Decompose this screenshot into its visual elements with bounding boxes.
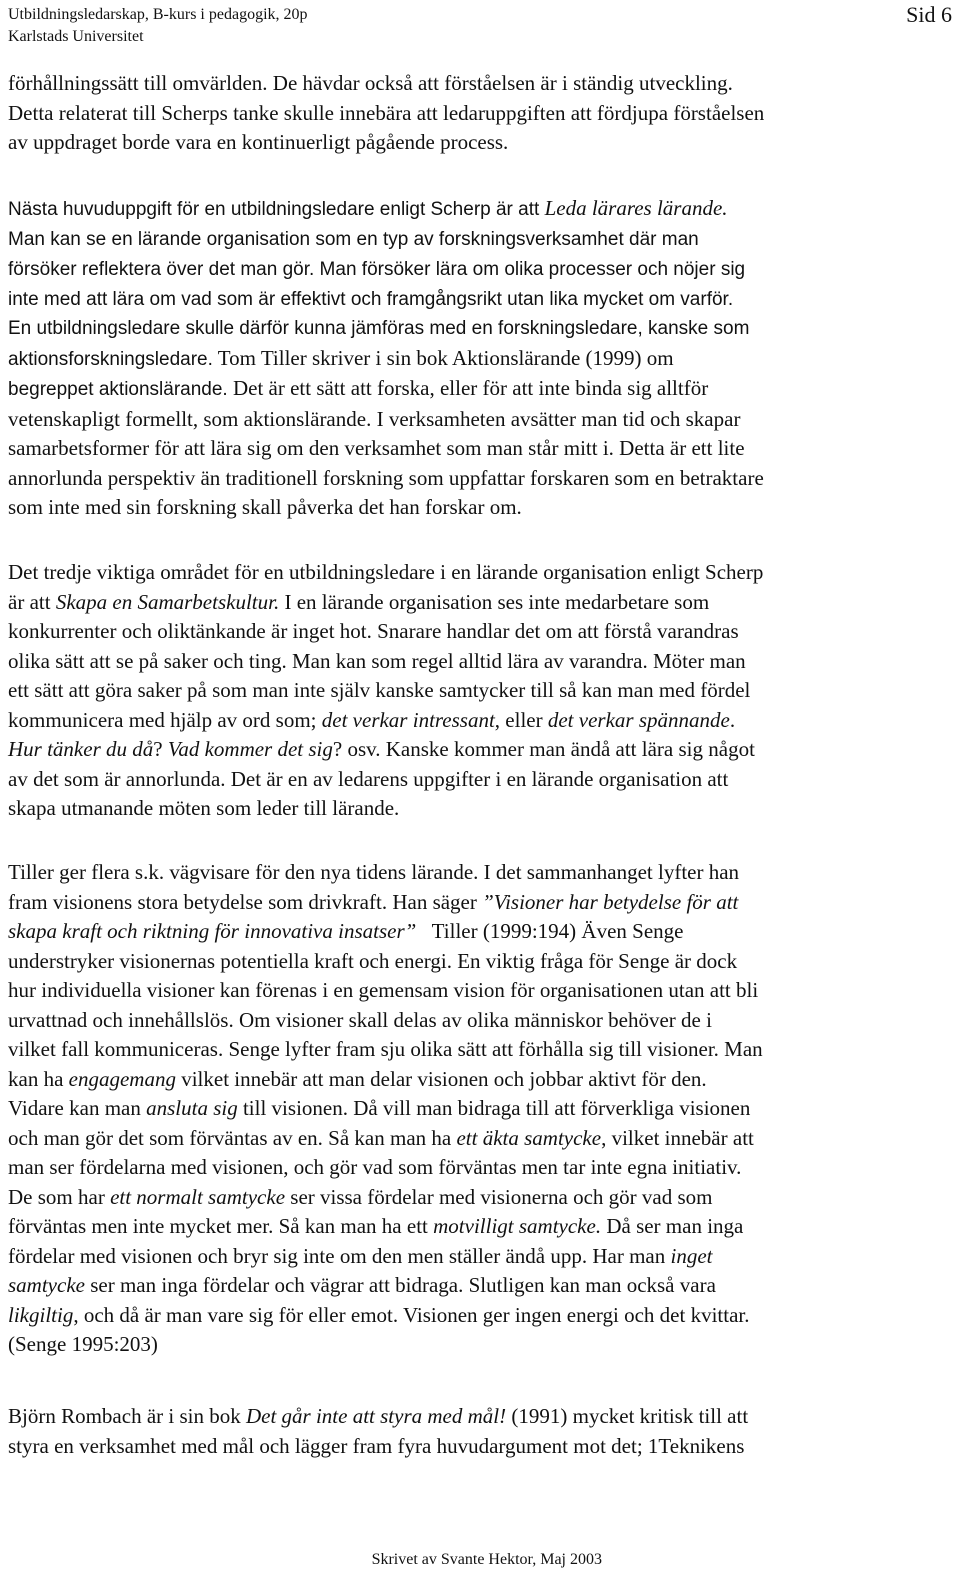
emphasis: Leda lärares lärande. (544, 196, 728, 220)
emphasis: Det går inte att styra med mål! (245, 1404, 507, 1428)
text-line: Vidare kan man ansluta sig till visionen. Då vill man bidraga till att förverkliga visionen (8, 1096, 751, 1120)
text-line: som inte med sin forskning skall påverka det han forskar om. (8, 495, 522, 519)
text-line: annorlunda perspektiv än traditionell forskning som uppfattar forskaren som en betraktare (8, 465, 764, 490)
emphasis: motvilligt samtycke. (433, 1214, 602, 1238)
text-line: En utbildningsledare skulle därför kunna jämföras med en forskningsledare, kanske som (8, 318, 750, 339)
text-line: Detta relaterat till Scherps tanke skulle innebära att ledaruppgiften att fördjupa förståelsen (8, 100, 765, 125)
text-line: förväntas men inte mycket mer. Så kan man ha ett motvilligt samtycke. Då ser man inga (8, 1214, 744, 1238)
emphasis: det verkar spännande (547, 707, 730, 732)
paragraph-4 (8, 858, 953, 1360)
text-line: Björn Rombach är i sin bok Det går inte att styra med mål! (1991) mycket kritisk till att (8, 1404, 749, 1428)
emphasis: ansluta sig (146, 1096, 238, 1120)
emphasis: Hur tänker du då (8, 737, 154, 761)
emphasis: Vad kommer det sig (167, 737, 333, 761)
text-line: och man gör det som förväntas av en. Så kan man ha ett äkta samtycke, vilket innebär att (8, 1125, 754, 1150)
text-line: fram visionens stora betydelse som drivkraft. Han säger ”Visioner har betydelse för att (8, 889, 739, 914)
paragraph-3 (8, 558, 953, 824)
text-line: hur individuella visioner kan förenas i en gemensam vision för organisationen utan att bli (8, 978, 759, 1002)
text-line: man ser fördelarna med visionen, och gör vad som förväntas men tar inte egna initiativ. (8, 1155, 742, 1179)
text-line: Tiller ger flera s.k. vägvisare för den nya tidens lärande. I det sammanhanget lyfter han (8, 860, 740, 884)
text-line: begreppet aktionslärande. Det är ett sätt att forska, eller för att inte binda sig alltför (8, 376, 709, 400)
emphasis: engagemang (68, 1066, 176, 1091)
text-line: aktionsforskningsledare. Tom Tiller skriver i sin bok Aktionslärande (1999) om (8, 345, 674, 370)
text-line: samtycke ser man inga fördelar och vägrar att bidraga. Slutligen kan man också vara (8, 1273, 716, 1297)
text-line: fördelar med visionen och bryr sig inte om den men ställer ändå upp. Har man inget (8, 1243, 713, 1268)
text-line: ett sätt att göra saker på som man inte själv kanske samtycker till så kan man med fördel (8, 678, 751, 702)
paragraph-5 (8, 1402, 953, 1461)
text-line: förhållningssätt till omvärlden. De hävdar också att förståelsen är i ständig utveckling. (8, 71, 733, 95)
text-line: kan ha engagemang vilket innebär att man delar visionen och jobbar aktivt för den. (8, 1066, 707, 1091)
text-line: inte med att lära om vad som är effektivt och framgångsrikt utan lika mycket om varför. (8, 288, 734, 310)
text-line: olika sätt att se på saker och ting. Man kan som regel alltid lära av varandra. Möter man (8, 648, 746, 673)
text-line: kommunicera med hjälp av ord som; det verkar intressant, eller det verkar spännande. (8, 707, 736, 732)
text-line: Man kan se en lärande organisation som en typ av forskningsverksamhet där man (8, 228, 699, 250)
text-line: vilket fall kommuniceras. Senge lyfter fram sju olika sätt att förhålla sig till visioner. Man (8, 1037, 763, 1061)
emphasis: skapa kraft och riktning för innovativa insatser” (8, 919, 417, 943)
emphasis: det verkar intressant (321, 707, 495, 732)
text-line: styra en verksamhet med mål och lägger fram fyra huvudargument mot det; 1Teknikens (8, 1433, 745, 1458)
text-line: Nästa huvuduppgift för en utbildningsledare enligt Scherp är att Leda lärares lärande. (8, 196, 728, 220)
text-line: konkurrenter och oliktänkande är inget hot. Snarare handlar det om att förstå varandras (8, 619, 739, 643)
page-number: Sid 6 (906, 2, 952, 27)
text-line: Det tredje viktiga området för en utbildningsledare i en lärande organisation enligt Scherp (8, 560, 764, 584)
text-line: av det som är annorlunda. Det är en av ledarens uppgifter i en lärande organisation att (8, 766, 729, 791)
text-line: urvattnad och innehållslös. Om visioner skall delas av olika människor behöver de i (8, 1007, 712, 1032)
emphasis: Skapa en Samarbetskultur. (55, 589, 280, 614)
page-footer: Skrivet av Svante Hektor, Maj 2003 (371, 1551, 602, 1568)
emphasis: ett normalt samtycke (110, 1184, 286, 1209)
emphasis: ett äkta samtycke (456, 1125, 602, 1150)
paragraph-2 (8, 194, 953, 523)
text-line: Hur tänker du då? Vad kommer det sig? osv. Kanske kommer man ändå att lära sig något (8, 737, 755, 761)
emphasis: inget (670, 1243, 713, 1268)
emphasis: ”Visioner har betydelse för att (482, 889, 739, 914)
text-line: samarbetsformer för att lära sig om den verksamhet som man står mitt i. Detta är ett lite (8, 436, 745, 460)
text-line: De som har ett normalt samtycke ser vissa fördelar med visionerna och gör vad som (8, 1184, 713, 1209)
text-line: av uppdraget borde vara en kontinuerligt pågående process. (8, 130, 509, 154)
text-line: skapa kraft och riktning för innovativa insatser” Tiller (1999:194) Även Senge (8, 919, 684, 943)
text-line: är att Skapa en Samarbetskultur. I en lärande organisation ses inte medarbetare som (8, 589, 710, 614)
text-line: understryker visionernas potentiella kraft och energi. En viktig fråga för Senge är dock (8, 948, 738, 973)
text-line: likgiltig, och då är man vare sig för eller emot. Visionen ger ingen energi och det kvittar. (8, 1302, 750, 1327)
emphasis: likgiltig (8, 1302, 74, 1327)
text-line: skapa utmanande möten som leder till lärande. (8, 796, 400, 820)
page-header (8, 4, 308, 48)
text-line: försöker reflektera över det man gör. Man försöker lära om olika processer och nöjer sig (8, 259, 746, 280)
course-title: Utbildningsledarskap, B-kurs i pedagogik, 20p (8, 6, 308, 23)
text-line: vetenskapligt formellt, som aktionslärande. I verksamheten avsätter man tid och skapar (8, 406, 741, 431)
paragraph-1 (8, 69, 953, 158)
text-line: (Senge 1995:203) (8, 1332, 158, 1356)
university-name: Karlstads Universitet (8, 28, 144, 45)
emphasis: samtycke (8, 1273, 85, 1297)
